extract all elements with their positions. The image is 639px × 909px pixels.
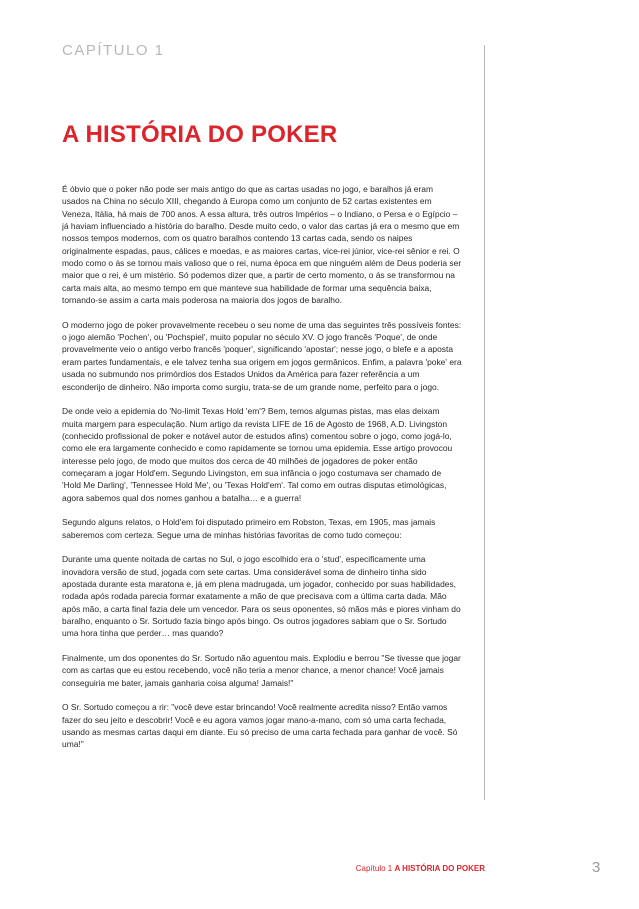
running-footer	[350, 864, 485, 873]
vertical-divider	[484, 45, 485, 800]
paragraph: Finalmente, um dos oponentes do Sr. Sortudo não aguentou mais. Explodiu e berrou "Se tivesse que jogar com as cartas que eu estou recebendo, você não teria a menor chance, a menor chance! Você jamais conseguiria me bater, jamais ganharia coisa alguma! Jamais!"	[62, 653, 461, 688]
footer-chapter: Capítulo 1	[355, 864, 393, 873]
paragraph: O Sr. Sortudo começou a rir: "você deve estar brincando! Você realmente acredita nisso? Então vamos fazer do seu jeito e descobrir! Você e eu agora vamos jogar mano-a-mano, com só uma carta fechada, usando as mesmas cartas daqui em diante. Eu só preciso de uma carta fechada para ganhar de você. Só uma!"	[62, 702, 458, 750]
footer-title: A HISTÓRIA DO POKER	[394, 864, 485, 873]
article-body	[62, 183, 462, 763]
page-title: A HISTÓRIA DO POKER	[62, 121, 338, 148]
paragraph: O moderno jogo de poker provavelmente recebeu o seu nome de uma das seguintes três possíveis fontes: o jogo alemão 'Pochen', ou 'Pochspiel', muito popular no século XV. O jogo francês 'Poque', de onde provavelmente veio o antigo verbo francês 'poquer', significando 'apostar'; nesse jogo, o blefe e a aposta eram partes fundamentais, e ele talvez tenha sua origem em jogos germânicos. Enfim, a palavra 'poke' era usada no submundo nos primórdios dos Estados Unidos da América para fazer referência a um esconderijo de dinheiro. Não importa como surgiu, trata-se de um grande nome, perfeito para o jogo.	[62, 319, 462, 392]
chapter-label: CAPÍTULO 1	[62, 42, 165, 59]
paragraph: É óbvio que o poker não pode ser mais antigo do que as cartas usadas no jogo, e baralhos já eram usados na China no século XIII, chegando à Europa como um conjunto de 52 cartas existentes em Veneza, Itália, há mais de 700 anos. A essa altura, três outros Impérios – o Indiano, o Persa e o Egípcio – já haviam influenciado a história do baralho. Desde muito cedo, o valor das cartas já era o mesmo que em nossos tempos modernos, com os quatro baralhos contendo 13 cartas cada, sendo os naipes originalmente espadas, paus, cálices e moedas, e as maiores cartas, vice-rei júnior, vice-rei sênior e rei. O modo como o ás se tornou mais valioso que o rei, numa época em que ninguém além de Deus poderia ser maior que o rei, é um mistério. Só podemos dizer que, a partir de certo momento, o ás se transformou na carta mais alta, ao mesmo tempo em que manteve sua habilidade de formar uma sequência baixa, tornando-se assim a carta mais poderosa na maioria dos jogos de baralho.	[62, 184, 462, 306]
paragraph: Segundo alguns relatos, o Hold'em foi disputado primeiro em Robston, Texas, em 1905, mas jamais saberemos com certeza. Segue uma de minhas histórias favoritas de como tudo começou:	[62, 517, 436, 540]
paragraph: Durante uma quente noitada de cartas no Sul, o jogo escolhido era o 'stud', especificamente uma inovadora versão de stud, jogada com sete cartas. Uma considerável soma de dinheiro tinha sido apostada durante esta maratona e, já em plena madrugada, um jogador, conhecido por suas habilidades, rodada após rodada parecia formar exatamente a mão de que precisava com a última carta dada. Mão após mão, a carta final fazia dele um vencedor. Para os seus oponentes, só mãos más e piores vinham do baralho, enquanto o Sr. Sortudo fazia bingo após bingo. Os outros jogadores sabiam que o Sr. Sortudo uma hora tinha que perder… mas quando?	[62, 554, 461, 639]
paragraph: De onde veio a epidemia do 'No-limit Texas Hold 'em'? Bem, temos algumas pistas, mas elas deixam muita margem para especulação. Num artigo da revista LIFE de 16 de Agosto de 1968, A.D. Livingston (conhecido profissional de poker e notável autor de estudos afins) comentou sobre o jogo, como jogá-lo, como ele era largamente conhecido e como rapidamente se tornou uma epidemia. Esse artigo provocou interesse pelo jogo, de modo que muitos dos cerca de 40 milhões de jogadores de poker então começaram a jogar Hold'em. Segundo Livingston, em sua infância o jogo costumava ser chamado de 'Hold Me Darling', 'Tennessee Hold Me', ou 'Texas Hold'em'. Tal como em outras disputas etimológicas, agora sabemos qual dos nomes ganhou a batalha… e a guerra!	[62, 406, 453, 503]
page-number: 3	[592, 859, 601, 876]
